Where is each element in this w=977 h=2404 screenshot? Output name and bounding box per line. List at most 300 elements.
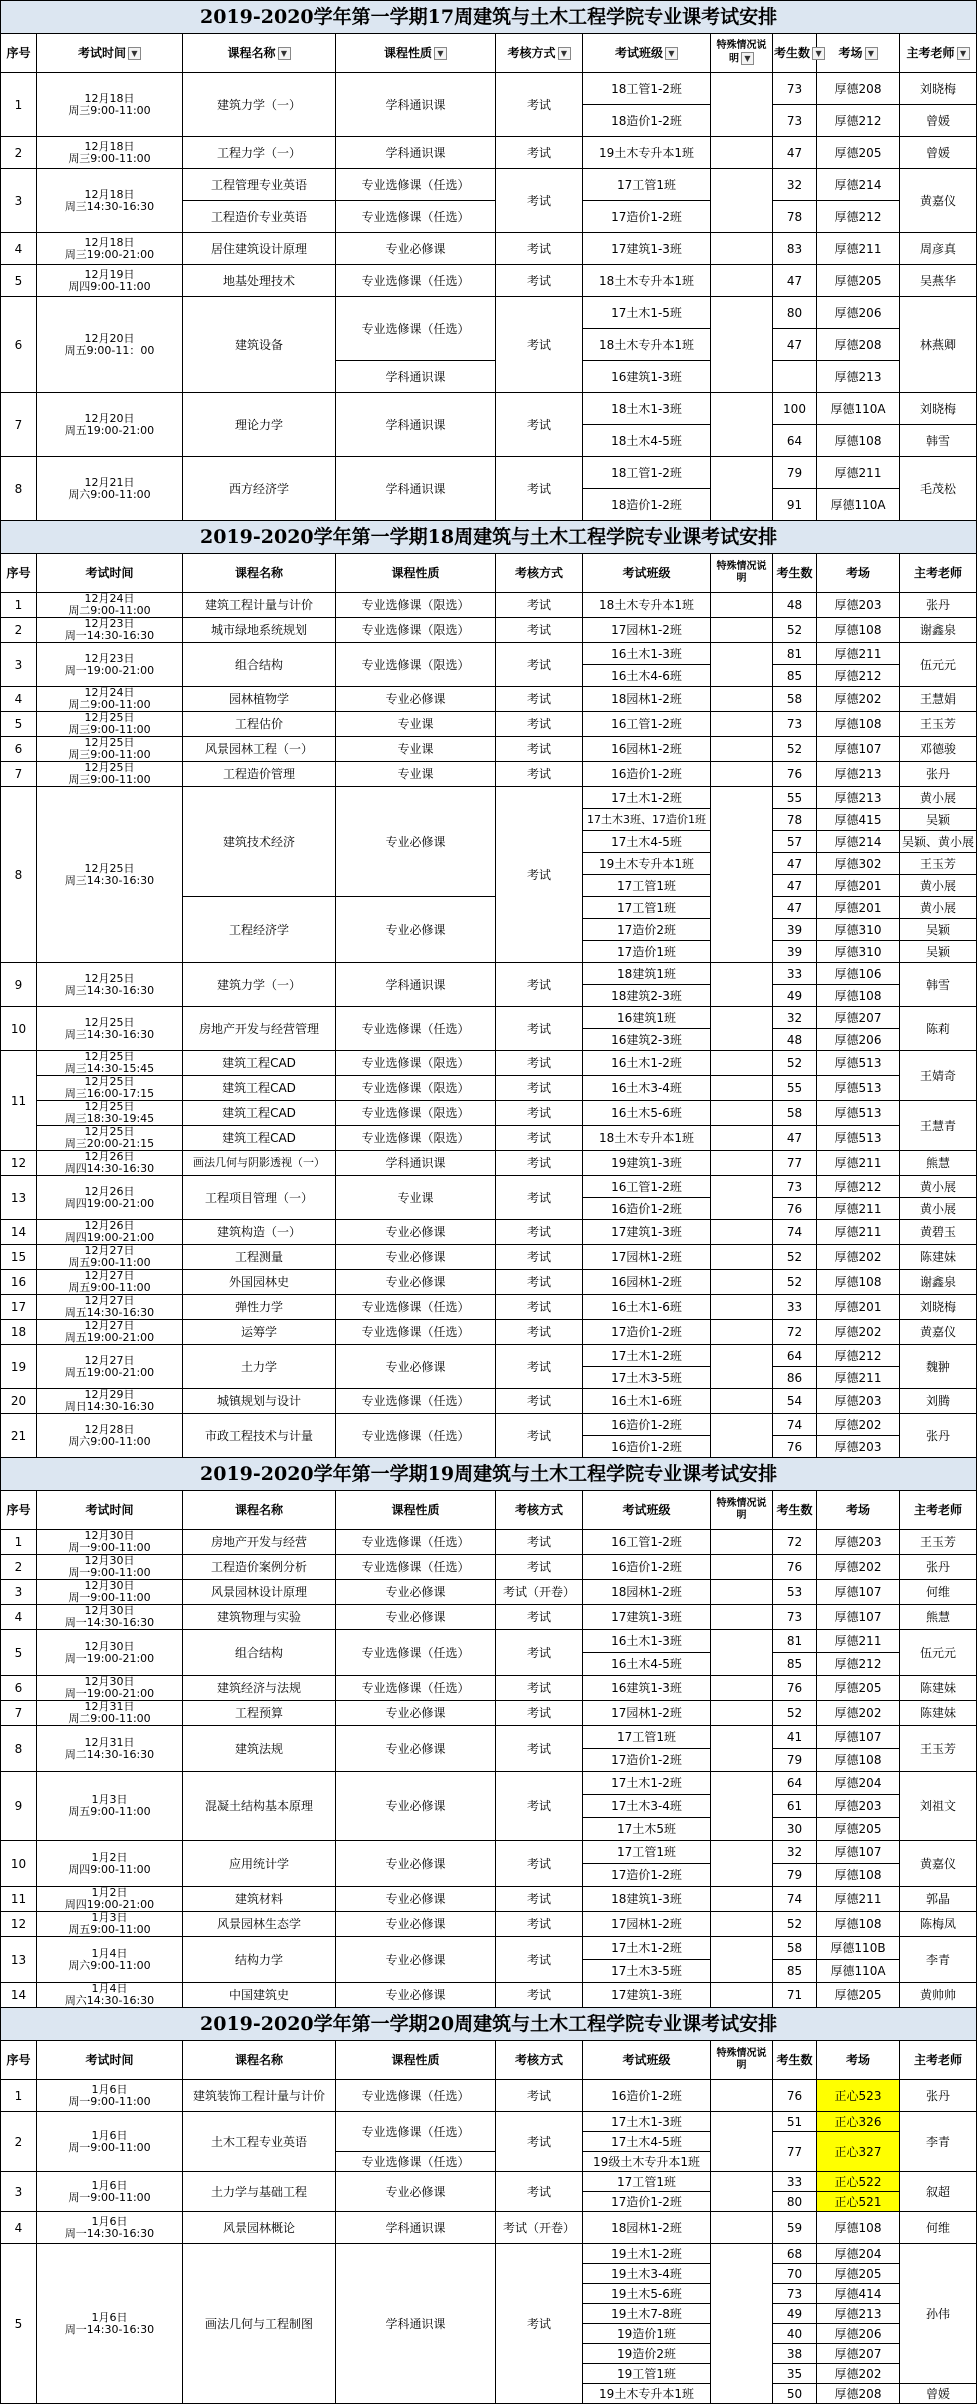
table-cell	[711, 1007, 773, 1051]
table-cell: 刘祖文	[900, 1772, 977, 1841]
table-cell: 工程估价	[183, 712, 336, 737]
table-cell: 6	[1, 737, 37, 762]
table-cell: 3	[1, 1580, 37, 1605]
table-cell: 厚德202	[817, 1414, 900, 1436]
header-row	[1, 554, 977, 593]
table-cell: 考试	[496, 1530, 583, 1555]
table-cell: 3	[1, 643, 37, 687]
header-label: 考试班级	[622, 566, 671, 580]
table-cell: 厚德211	[817, 233, 900, 265]
table-cell: 18土木4-5班	[583, 425, 711, 457]
table-cell: 专业必修课	[336, 1245, 496, 1270]
table-cell: 专业必修课	[336, 1983, 496, 2008]
table-cell: 2	[1, 2112, 37, 2172]
table-cell	[711, 1320, 773, 1345]
table-cell: 王玉芳	[900, 853, 977, 875]
table-cell	[711, 1151, 773, 1176]
table-cell: 考试	[496, 1701, 583, 1726]
table-cell: 考试	[496, 1151, 583, 1176]
table-row	[1, 1320, 977, 1345]
table-cell: 考试	[496, 2080, 583, 2112]
table-cell: 专业选修课（任选）	[336, 1414, 496, 1458]
table-cell: 风景园林设计原理	[183, 1580, 336, 1605]
table-cell: 19工管1班	[583, 2364, 711, 2384]
section-title: 2019-2020学年第一学期18周建筑与土木工程学院专业课考试安排	[1, 521, 977, 554]
header-label: 考场	[845, 566, 870, 580]
table-cell: 专业必修课	[336, 897, 496, 963]
header-course-name	[183, 554, 336, 593]
table-cell: 12月19日 周四9:00-11:00	[37, 265, 183, 297]
table-cell: 17土木1-2班	[583, 1345, 711, 1367]
table-cell: 专业必修课	[336, 1912, 496, 1937]
table-cell: 黄小展	[900, 1176, 977, 1198]
table-cell: 91	[773, 489, 817, 521]
table-cell: 18土木专升本1班	[583, 1126, 711, 1151]
table-cell: 85	[773, 665, 817, 687]
header-label: 课程性质	[391, 2053, 440, 2067]
header-label: 特殊情况说明	[716, 1498, 767, 1521]
table-cell: 32	[773, 1841, 817, 1864]
table-row	[1, 1605, 977, 1630]
header-examiner	[900, 554, 977, 593]
table-cell: 园林植物学	[183, 687, 336, 712]
table-cell: 12月30日 周一19:00-21:00	[37, 1676, 183, 1701]
header-label: 考场	[838, 46, 863, 60]
table-cell: 黄小展	[900, 787, 977, 809]
table-cell: 何维	[900, 2212, 977, 2244]
table-cell: 10	[1, 1841, 37, 1887]
table-cell: 专业选修课（限选）	[336, 643, 496, 687]
table-cell: 52	[773, 618, 817, 643]
table-cell: 4	[1, 1605, 37, 1630]
table-cell: 12月18日 周三9:00-11:00	[37, 73, 183, 137]
filter-dropdown-icon[interactable]: ▼	[957, 47, 970, 60]
table-row	[1, 1007, 977, 1029]
table-cell: 考试	[496, 1126, 583, 1151]
table-cell	[711, 737, 773, 762]
table-cell: 建筑材料	[183, 1887, 336, 1912]
table-cell: 58	[773, 1101, 817, 1126]
table-cell: 16造价1-2班	[583, 1414, 711, 1436]
table-cell: 40	[773, 2324, 817, 2344]
header-label: 序号	[6, 566, 31, 580]
header-label: 特殊情况说明	[716, 40, 767, 65]
table-cell: 49	[773, 2304, 817, 2324]
header-label: 考试时间	[85, 2053, 134, 2067]
table-row	[1, 737, 977, 762]
table-cell: 12月30日 周一19:00-21:00	[37, 1630, 183, 1676]
table-cell: 33	[773, 2172, 817, 2192]
table-cell: 考试	[496, 618, 583, 643]
table-cell: 考试	[496, 169, 583, 233]
table-cell	[711, 1176, 773, 1220]
table-cell: 厚德108	[817, 985, 900, 1007]
table-cell: 工程经济学	[183, 897, 336, 963]
table-cell: 曾媛	[900, 2384, 977, 2404]
table-cell: 考试	[496, 1345, 583, 1389]
table-cell: 7	[1, 762, 37, 787]
table-cell: 47	[773, 329, 817, 361]
table-row	[1, 1841, 977, 1864]
filter-dropdown-icon[interactable]: ▼	[434, 47, 447, 60]
table-cell: 17园林1-2班	[583, 1701, 711, 1726]
table-cell: 16造价1-2班	[583, 762, 711, 787]
header-course-type	[336, 554, 496, 593]
table-cell: 厚德212	[817, 1653, 900, 1676]
table-cell: 专业必修课	[336, 1887, 496, 1912]
table-cell	[711, 2112, 773, 2172]
filter-dropdown-icon[interactable]: ▼	[865, 47, 878, 60]
header-label: 主考老师	[914, 566, 963, 580]
table-cell: 弹性力学	[183, 1295, 336, 1320]
table-cell: 厚德211	[817, 643, 900, 665]
table-cell: 王玉芳	[900, 1726, 977, 1772]
table-row	[1, 169, 977, 201]
table-cell: 厚德202	[817, 687, 900, 712]
table-cell: 城市绿地系统规划	[183, 618, 336, 643]
table-cell: 16造价1-2班	[583, 1436, 711, 1458]
table-cell: 19	[1, 1345, 37, 1389]
table-cell: 41	[773, 1726, 817, 1749]
table-cell: 熊慧	[900, 1151, 977, 1176]
table-cell: 考试（开卷）	[496, 1580, 583, 1605]
table-cell: 厚德108	[817, 618, 900, 643]
table-row	[1, 1151, 977, 1176]
table-cell: 厚德110B	[817, 1937, 900, 1960]
header-seq	[1, 1491, 37, 1530]
table-cell: 刘晓梅	[900, 1295, 977, 1320]
table-cell: 17土木1-2班	[583, 1937, 711, 1960]
table-cell: 12月30日 周一9:00-11:00	[37, 1530, 183, 1555]
table-cell	[711, 1126, 773, 1151]
table-cell: 1月6日 周一9:00-11:00	[37, 2172, 183, 2212]
table-cell: 专业选修课（任选）	[336, 1389, 496, 1414]
table-cell: 张丹	[900, 762, 977, 787]
table-cell: 专业选修课（任选）	[336, 201, 496, 233]
table-cell: 厚德203	[817, 1389, 900, 1414]
table-cell: 考试	[496, 593, 583, 618]
table-cell: 1月6日 周一14:30-16:30	[37, 2212, 183, 2244]
table-row	[1, 1530, 977, 1555]
header-label: 考场	[845, 1503, 870, 1517]
table-cell: 专业课	[336, 712, 496, 737]
table-row	[1, 1270, 977, 1295]
table-cell: 工程测量	[183, 1245, 336, 1270]
table-cell: 孙伟	[900, 2244, 977, 2384]
table-cell	[711, 1051, 773, 1076]
table-cell: 厚德110A	[817, 1960, 900, 1983]
table-cell: 专业必修课	[336, 687, 496, 712]
table-cell: 考试	[496, 393, 583, 457]
table-cell	[711, 137, 773, 169]
header-label: 课程名称	[234, 1503, 283, 1517]
table-cell: 厚德310	[817, 919, 900, 941]
table-cell: 厚德108	[817, 2212, 900, 2244]
table-cell: 建筑技术经济	[183, 787, 336, 897]
table-cell: 57	[773, 831, 817, 853]
table-cell: 学科通识课	[336, 361, 496, 393]
table-cell	[711, 73, 773, 137]
table-cell: 张丹	[900, 1555, 977, 1580]
table-cell: 厚德213	[817, 361, 900, 393]
table-cell: 吴燕华	[900, 265, 977, 297]
table-row	[1, 1245, 977, 1270]
table-cell: 学科通识课	[336, 137, 496, 169]
table-cell: 1月6日 周一9:00-11:00	[37, 2112, 183, 2172]
table-cell: 1	[1, 1530, 37, 1555]
table-cell: 厚德110A	[817, 489, 900, 521]
filter-dropdown-icon[interactable]: ▼	[558, 47, 571, 60]
table-row	[1, 1772, 977, 1795]
table-cell: 考试（开卷）	[496, 2212, 583, 2244]
table-cell: 32	[773, 169, 817, 201]
table-cell: 建筑工程CAD	[183, 1101, 336, 1126]
table-cell: 厚德208	[817, 329, 900, 361]
table-cell: 17园林1-2班	[583, 1245, 711, 1270]
table-cell	[711, 1580, 773, 1605]
table-cell: 专业选修课（限选）	[336, 618, 496, 643]
table-cell: 专业必修课	[336, 1580, 496, 1605]
table-cell: 18园林1-2班	[583, 687, 711, 712]
table-row	[1, 2244, 977, 2264]
table-cell: 58	[773, 1937, 817, 1960]
table-cell: 17造价1-2班	[583, 2192, 711, 2212]
table-cell: 厚德211	[817, 1220, 900, 1245]
table-cell: 土木工程专业英语	[183, 2112, 336, 2172]
table-cell: 专业必修课	[336, 1726, 496, 1772]
table-cell: 79	[773, 1749, 817, 1772]
table-cell: 考试	[496, 2244, 583, 2404]
header-exam-time	[37, 34, 183, 73]
table-cell: 专业选修课（任选）	[336, 1295, 496, 1320]
table-cell: 专业必修课	[336, 1841, 496, 1887]
table-cell	[711, 1605, 773, 1630]
table-cell: 16土木1-6班	[583, 1295, 711, 1320]
table-cell: 61	[773, 1795, 817, 1818]
table-cell: 16造价1-2班	[583, 1555, 711, 1580]
header-exam-class	[583, 1491, 711, 1530]
table-cell: 厚德108	[817, 1270, 900, 1295]
table-cell: 厚德206	[817, 297, 900, 329]
header-exam-class	[583, 2041, 711, 2080]
table-cell: 专业课	[336, 1176, 496, 1220]
table-cell: 16土木4-5班	[583, 1653, 711, 1676]
table-cell: 厚德213	[817, 762, 900, 787]
table-cell: 1	[1, 593, 37, 618]
table-cell: 47	[773, 897, 817, 919]
table-cell: 风景园林生态学	[183, 1912, 336, 1937]
table-cell: 厚德513	[817, 1126, 900, 1151]
table-row	[1, 787, 977, 809]
table-cell: 12月24日 周二9:00-11:00	[37, 593, 183, 618]
table-row	[1, 1076, 977, 1101]
table-cell: 54	[773, 1389, 817, 1414]
header-label: 考生数	[776, 566, 813, 580]
table-cell: 14	[1, 1983, 37, 2008]
table-cell: 熊慧	[900, 1605, 977, 1630]
table-cell	[711, 1389, 773, 1414]
table-row	[1, 2112, 977, 2132]
table-cell	[711, 1220, 773, 1245]
table-cell: 18造价1-2班	[583, 489, 711, 521]
table-cell: 吴颖	[900, 941, 977, 963]
table-cell: 12月30日 周一9:00-11:00	[37, 1555, 183, 1580]
table-cell: 12月25日 周三20:00-21:15	[37, 1126, 183, 1151]
table-cell: 70	[773, 2264, 817, 2284]
filter-dropdown-icon[interactable]: ▼	[812, 47, 825, 60]
table-cell: 12月18日 周三9:00-11:00	[37, 137, 183, 169]
table-cell: 专业课	[336, 737, 496, 762]
table-cell	[711, 1555, 773, 1580]
table-cell: 考试	[496, 137, 583, 169]
header-label: 序号	[6, 46, 31, 60]
section-title-row	[1, 2008, 977, 2041]
table-cell: 12	[1, 1912, 37, 1937]
table-cell	[711, 457, 773, 521]
table-cell: 厚德211	[817, 1887, 900, 1912]
table-cell: 厚德513	[817, 1051, 900, 1076]
table-cell: 厚德214	[817, 169, 900, 201]
table-cell: 17土木4-5班	[583, 831, 711, 853]
table-cell	[711, 1076, 773, 1101]
table-cell: 陈建妹	[900, 1676, 977, 1701]
table-cell: 4	[1, 2212, 37, 2244]
table-cell: 工程造价专业英语	[183, 201, 336, 233]
table-cell: 厚德213	[817, 2304, 900, 2324]
table-cell: 房地产开发与经营	[183, 1530, 336, 1555]
table-cell: 正心522	[817, 2172, 900, 2192]
table-cell: 12月27日 周五9:00-11:00	[37, 1270, 183, 1295]
header-label: 课程名称	[227, 46, 276, 60]
table-cell: 48	[773, 593, 817, 618]
table-cell: 厚德212	[817, 1176, 900, 1198]
header-student-count	[773, 2041, 817, 2080]
header-course-type	[336, 2041, 496, 2080]
filter-dropdown-icon[interactable]: ▼	[278, 47, 291, 60]
table-cell: 建筑工程CAD	[183, 1076, 336, 1101]
table-cell: 吴颖	[900, 919, 977, 941]
table-cell: 工程项目管理（一）	[183, 1176, 336, 1220]
section-title-row	[1, 521, 977, 554]
table-cell: 5	[1, 712, 37, 737]
table-cell: 专业选修课（限选）	[336, 1101, 496, 1126]
table-cell	[711, 1676, 773, 1701]
table-cell: 17建筑1-3班	[583, 1220, 711, 1245]
table-cell: 11	[1, 1051, 37, 1151]
header-label: 考核方式	[507, 46, 556, 60]
table-cell: 王慧娟	[900, 687, 977, 712]
table-cell: 居住建筑设计原理	[183, 233, 336, 265]
header-label: 考核方式	[514, 2053, 563, 2067]
table-cell: 12月25日 周三9:00-11:00	[37, 762, 183, 787]
table-cell: 2	[1, 1555, 37, 1580]
table-row	[1, 762, 977, 787]
table-cell: 76	[773, 2080, 817, 2112]
header-label: 考生数	[776, 2053, 813, 2067]
table-row	[1, 1176, 977, 1198]
table-cell: 5	[1, 265, 37, 297]
filter-dropdown-icon[interactable]: ▼	[128, 47, 141, 60]
table-cell: 厚德211	[817, 1198, 900, 1220]
table-cell: 建筑法规	[183, 1726, 336, 1772]
table-cell: 16工管1-2班	[583, 1530, 711, 1555]
table-cell: 韩雪	[900, 963, 977, 1007]
table-cell: 12月23日 周一14:30-16:30	[37, 618, 183, 643]
table-cell: 12月24日 周二9:00-11:00	[37, 687, 183, 712]
table-cell: 厚德108	[817, 712, 900, 737]
table-cell: 考试	[496, 762, 583, 787]
table-cell: 12月26日 周四14:30-16:30	[37, 1151, 183, 1176]
table-cell: 17工管1班	[583, 2172, 711, 2192]
table-cell: 建筑工程CAD	[183, 1126, 336, 1151]
table-cell: 12月26日 周四19:00-21:00	[37, 1220, 183, 1245]
table-cell: 13	[1, 1937, 37, 1983]
table-cell	[711, 1841, 773, 1887]
table-cell: 11	[1, 1887, 37, 1912]
table-cell: 52	[773, 1245, 817, 1270]
table-cell: 考试	[496, 1414, 583, 1458]
table-cell: 17土木3-4班	[583, 1795, 711, 1818]
table-cell: 81	[773, 643, 817, 665]
table-cell: 12月23日 周一19:00-21:00	[37, 643, 183, 687]
table-cell: 64	[773, 1345, 817, 1367]
table-cell: 51	[773, 2112, 817, 2132]
table-cell: 专业必修课	[336, 1345, 496, 1389]
table-cell: 周彦真	[900, 233, 977, 265]
table-cell	[711, 1295, 773, 1320]
table-cell: 21	[1, 1414, 37, 1458]
table-row	[1, 1701, 977, 1726]
header-examiner	[900, 2041, 977, 2080]
table-cell: 考试	[496, 1176, 583, 1220]
section-title-row	[1, 1458, 977, 1491]
table-cell: 16土木4-6班	[583, 665, 711, 687]
table-cell: 17土木3-5班	[583, 1367, 711, 1389]
table-cell: 应用统计学	[183, 1841, 336, 1887]
table-cell	[711, 169, 773, 233]
table-cell: 陈莉	[900, 1007, 977, 1051]
table-cell: 黄嘉仪	[900, 1841, 977, 1887]
table-cell: 厚德212	[817, 201, 900, 233]
table-row	[1, 1220, 977, 1245]
table-row	[1, 1937, 977, 1960]
filter-dropdown-icon[interactable]: ▼	[741, 52, 754, 65]
table-cell: 18园林1-2班	[583, 1580, 711, 1605]
table-row	[1, 1345, 977, 1367]
filter-dropdown-icon[interactable]: ▼	[665, 47, 678, 60]
table-cell: 38	[773, 2344, 817, 2364]
table-cell: 52	[773, 1701, 817, 1726]
table-cell: 工程造价管理	[183, 762, 336, 787]
table-row	[1, 643, 977, 665]
table-cell: 12月31日 周二9:00-11:00	[37, 1701, 183, 1726]
table-cell: 79	[773, 457, 817, 489]
header-course-type	[336, 1491, 496, 1530]
table-cell: 专业选修课（任选）	[336, 1630, 496, 1676]
table-cell: 考试	[496, 73, 583, 137]
table-row	[1, 233, 977, 265]
table-cell: 厚德202	[817, 2364, 900, 2384]
table-cell: 建筑构造（一）	[183, 1220, 336, 1245]
table-cell: 厚德202	[817, 1555, 900, 1580]
table-cell	[711, 2212, 773, 2244]
table-cell: 19土木7-8班	[583, 2304, 711, 2324]
table-cell: 厚德203	[817, 1436, 900, 1458]
table-row	[1, 1912, 977, 1937]
table-cell: 专业课	[336, 762, 496, 787]
table-cell: 组合结构	[183, 643, 336, 687]
table-cell: 建筑力学（一）	[183, 73, 336, 137]
